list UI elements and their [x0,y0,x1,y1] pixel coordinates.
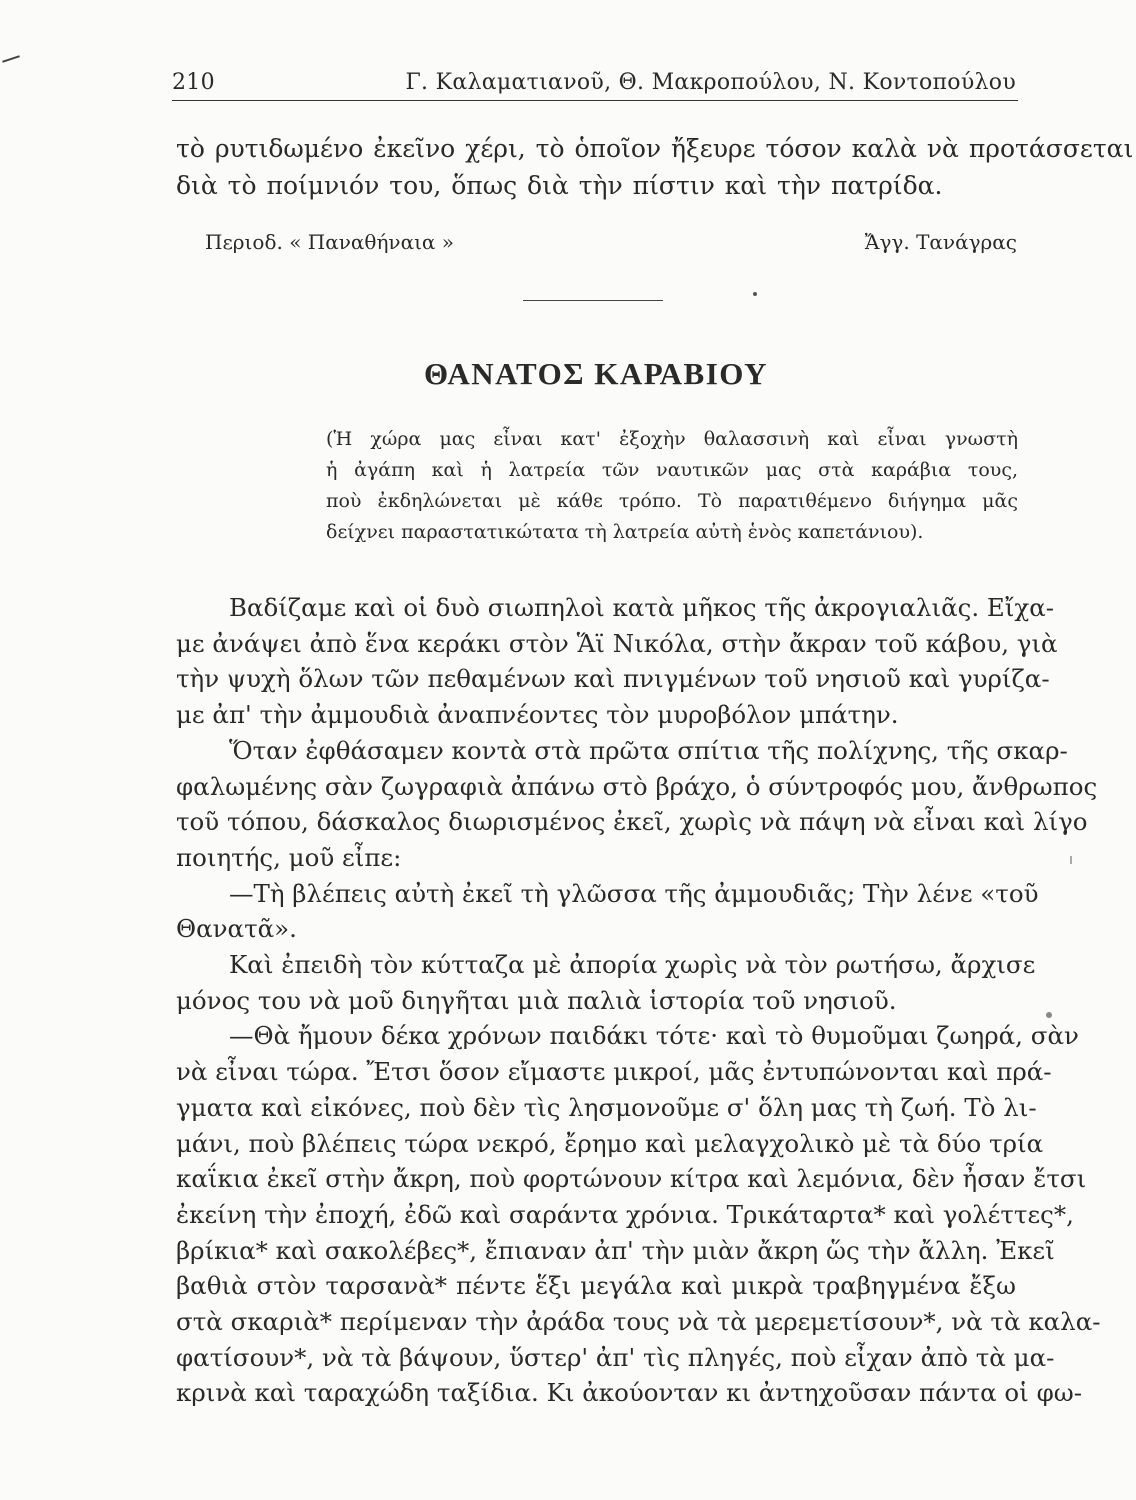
body-line: —Τὴ βλέπεις αὐτὴ ἐκεῖ τὴ γλῶσσα τῆς ἀμμουδιᾶς; Τὴν λένε «τοῦ [229,878,1039,908]
body-line: τὴν ψυχὴ ὅλων τῶν πεθαμένων καὶ πνιγμένων τοῦ νησιοῦ καὶ γυρίζα- [176,664,1050,694]
body-line: Θανατᾶ». [176,914,297,944]
section-separator [523,300,663,301]
body-line: βαθιὰ στὸν ταρσανὰ* πέντε ἕξι μεγάλα καὶ μικρὰ τραβηγμένα ἔξω [176,1271,1016,1301]
body-line: νὰ εἶναι τώρα. Ἔτσι ὅσον εἴμαστε μικροί, μᾶς ἐντυπώνονται καὶ πρά- [176,1057,1052,1087]
body-line: με ἀνάψει ἀπὸ ἕνα κεράκι στὸν Ἅϊ Νικόλα, στὴν ἄκραν τοῦ κάβου, γιὰ [176,628,1058,658]
chapter-title: ΘΑΝΑΤΟΣ ΚΑΡΑΒΙΟΥ [424,356,768,391]
scan-mark [1070,856,1072,864]
body-line: με ἀπ' τὴν ἀμμουδιὰ ἀναπνέοντες τὸν μυροβόλον μπάτην. [176,700,899,730]
story-body [176,590,1101,1411]
text-line: τὸ ρυτιδωμένο ἐκεῖνο χέρι, τὸ ὁποῖον ἤξευρε τόσον καλὰ νὰ προτάσσεται [176,134,1134,163]
source-citation [205,230,1017,260]
source-author: Ἄγγ. Τανάγρας [864,230,1017,254]
intro-note [326,424,1018,548]
header-authors: Γ. Καλαματιανοῦ, Θ. Μακροπούλου, Ν. Κοντοπούλου [405,70,1016,95]
previous-text [176,130,1134,204]
running-header [172,70,1016,102]
body-line: κρινὰ καὶ ταραχώδη ταξίδια. Κι ἀκούονταν κι ἀντηχοῦσαν πάντα οἱ φω- [176,1378,1082,1408]
body-line: βρίκια* καὶ σακολέβες*, ἔπιαναν ἀπ' τὴν μιὰν ἄκρη ὥς τὴν ἄλλη. Ἐκεῖ [176,1235,1055,1265]
body-line: μάνι, ποὺ βλέπεις τώρα νεκρό, ἔρημο καὶ μελαγχολικὸ μὲ τὰ δύο τρία [176,1128,1044,1158]
separator-dot [753,292,757,296]
scan-mark [2,55,20,62]
source-periodical: Περιοδ. « Παναθήναια » [205,230,455,254]
body-line: ποιητής, μοῦ εἶπε: [176,842,402,872]
header-rule [172,100,1018,101]
body-line: στὰ σκαριὰ* περίμεναν τὴν ἀράδα τους νὰ τὰ μερεμετίσουν*, νὰ τὰ καλα- [176,1307,1101,1337]
body-line: Ὅταν ἐφθάσαμεν κοντὰ στὰ πρῶτα σπίτια τῆς πολίχνης, τῆς σκαρ- [229,735,1068,765]
intro-line: δείχνει παραστατικώτατα τὴ λατρεία αὐτὴ ἑνὸς καπετάνιου). [326,521,924,543]
intro-line: (Ἡ χώρα μας εἶναι κατ' ἐξοχὴν θαλασσινὴ καὶ εἶναι γνωστὴ [326,428,1018,450]
text-line: διὰ τὸ ποίμνιόν του, ὅπως διὰ τὴν πίστιν καὶ τὴν πατρίδα. [176,171,943,200]
body-line: Βαδίζαμε καὶ οἱ δυὸ σιωπηλοὶ κατὰ μῆκος τῆς ἀκρογιαλιᾶς. Εἴχα- [229,593,1055,622]
body-line: τοῦ τόπου, δάσκαλος διωρισμένος ἐκεῖ, χωρὶς νὰ πάψη νὰ εἶναι καὶ λίγο [176,807,1088,837]
body-line: —Θὰ ἤμουν δέκα χρόνων παιδάκι τότε· καὶ τὸ θυμοῦμαι ζωηρά, σὰν [229,1021,1079,1051]
body-line: Καὶ ἐπειδὴ τὸν κύτταζα μὲ ἀπορία χωρὶς νὰ τὸν ρωτήσω, ἄρχισε [229,950,1036,980]
body-line: μόνος του νὰ μοῦ διηγῆται μιὰ παλιὰ ἱστορία τοῦ νησιοῦ. [176,985,897,1015]
intro-line: ἡ ἀγάπη καὶ ἡ λατρεία τῶν ναυτικῶν μας στὰ καράβια τους, [326,459,1018,481]
scan-dot [1046,1012,1052,1018]
intro-line: ποὺ ἐκδηλώνεται μὲ κάθε τρόπο. Τὸ παρατιθέμενο διήγημα μᾶς [326,490,1018,512]
body-line: γματα καὶ εἰκόνες, ποὺ δὲν τὶς λησμονοῦμε σ' ὅλη μας τὴ ζωή. Τὸ λι- [176,1092,1037,1122]
body-line: φατίσουν*, νὰ τὰ βάψουν, ὕστερ' ἀπ' τὶς πληγές, ποὺ εἶχαν ἀπὸ τὰ μα- [176,1342,1055,1372]
body-line: ἐκείνη τὴν ἐποχή, ἐδῶ καὶ σαράντα χρόνια. Τρικάταρτα* καὶ γολέττες*, [176,1199,1074,1229]
body-line: φαλωμένης σὰν ζωγραφιὰ ἀπάνω στὸ βράχο, ὁ σύντροφός μου, ἄνθρωπος [176,771,1098,801]
body-line: καΐκια ἐκεῖ στὴν ἄκρη, ποὺ φορτώνουν κίτρα καὶ λεμόνια, δὲν ἦσαν ἔτσι [176,1164,1087,1194]
page-number: 210 [172,70,215,95]
